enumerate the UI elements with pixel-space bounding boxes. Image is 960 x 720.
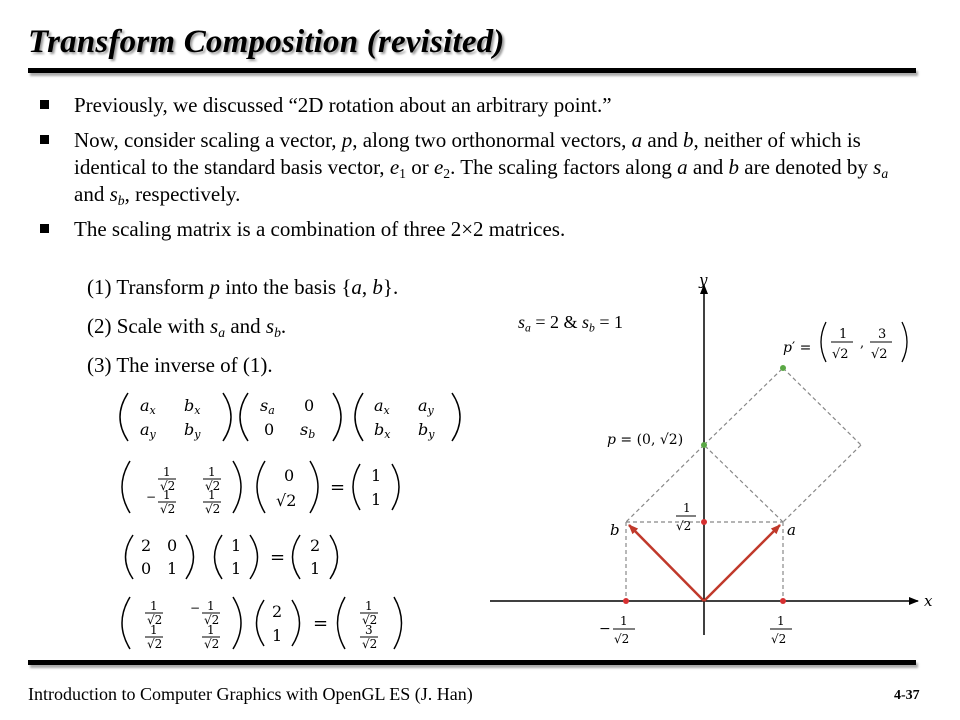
matrix-entry: 1 [167, 559, 178, 578]
frac-num: 1 [839, 327, 848, 342]
matrix-row-3 [126, 535, 338, 579]
vec-entry: √2 [276, 491, 297, 510]
frac-den: √2 [147, 637, 163, 651]
frac-num: 1 [207, 599, 215, 613]
frac-den: √2 [160, 502, 176, 516]
frac-num: 1 [150, 599, 158, 613]
matrix-general [120, 393, 460, 441]
frac-num: 1 [208, 488, 216, 502]
a-label: a [787, 521, 796, 539]
frac-den: √2 [362, 637, 378, 651]
frac-num: 1 [365, 599, 373, 613]
bullet-2-text: Now, consider scaling a vector, p, along two orthonormal vectors, a and b, neither of which is identical to the standard basis vector, $e_1$ or $e_2$. The scaling factors along a and b are denoted by $s_a$ and $s_b$, respectively. [74, 128, 889, 209]
matrix-row-2 [122, 461, 399, 516]
vec-entry: 2 [272, 602, 283, 621]
frac-den: √2 [160, 479, 176, 493]
equals-sign: = [330, 477, 346, 498]
matrix-entry: sa [260, 396, 275, 417]
matrix-entry: ay [140, 420, 156, 441]
x-axis-label: x [924, 592, 933, 610]
diagram-labels [599, 322, 907, 646]
frac-den: √2 [676, 519, 692, 533]
matrix-entry: by [418, 420, 435, 441]
point-marker [623, 598, 629, 604]
vec-entry: 0 [284, 466, 295, 485]
dashed-guides [626, 368, 861, 601]
p-label: p = (0, √2) [607, 432, 684, 448]
frac-num: 1 [163, 465, 171, 479]
slide-title: Transform Composition (revisited) [28, 24, 505, 60]
y-axis-label: y [699, 271, 708, 289]
vector-a-arrow [704, 525, 780, 601]
basis-diagram [490, 271, 933, 646]
matrix-equations [120, 393, 460, 651]
vec-entry: 1 [231, 536, 242, 555]
matrix-entry: 0 [141, 559, 152, 578]
b-label: b [610, 521, 620, 539]
point-p-marker [701, 442, 707, 448]
matrix-row-4 [122, 597, 402, 651]
p-prime-label: p′ = [783, 340, 812, 356]
frac-den: √2 [614, 632, 630, 646]
matrix-entry: ax [374, 396, 390, 417]
frac-num: 1 [163, 488, 171, 502]
step-3: (3) The inverse of (1). [87, 353, 273, 377]
vec-entry: 1 [371, 466, 382, 485]
step-2: (2) Scale with $s_a$ and $s_b$. [87, 314, 287, 341]
matrix-entry: 0 [167, 536, 178, 555]
matrix-entry: 2 [141, 536, 152, 555]
bottom-rule [28, 660, 916, 665]
matrix-entry: 0 [304, 396, 315, 415]
frac-num: 3 [365, 623, 373, 637]
frac-den: √2 [205, 479, 221, 493]
point-p-prime-marker [780, 365, 786, 371]
footer-text: Introduction to Computer Graphics with OpenGL ES (J. Han) [28, 684, 473, 704]
frac-num: 1 [777, 614, 785, 628]
frac-num: 1 [620, 614, 628, 628]
minus-sign: − [599, 621, 611, 637]
matrix-entry: by [184, 420, 201, 441]
frac-den: √2 [147, 613, 163, 627]
bullet-3-text: The scaling matrix is a combination of three 2×2 matrices. [74, 217, 566, 241]
matrix-entry: 0 [264, 420, 275, 439]
frac-num: 1 [208, 465, 216, 479]
point-marker [701, 519, 707, 525]
frac-num: 3 [878, 327, 887, 342]
frac-num: 1 [683, 501, 691, 515]
frac-den: √2 [871, 347, 888, 362]
equals-sign: = [270, 547, 286, 568]
equals-sign: = [313, 613, 329, 634]
bullet-1-text: Previously, we discussed “2D rotation about an arbitrary point.” [74, 93, 612, 117]
frac-den: √2 [771, 632, 787, 646]
frac-den: √2 [832, 347, 849, 362]
frac-den: √2 [204, 613, 220, 627]
vec-entry: 1 [231, 559, 242, 578]
matrix-entry: ay [418, 396, 434, 417]
matrix-entry: sb [300, 420, 316, 441]
frac-den: √2 [204, 637, 220, 651]
vec-entry: 2 [310, 536, 321, 555]
matrix-entry: ax [140, 396, 156, 417]
minus-sign: − [146, 490, 157, 504]
minus-sign: − [190, 601, 201, 615]
point-marker [780, 598, 786, 604]
vector-b-arrow [629, 525, 704, 601]
matrix-entry: bx [374, 420, 391, 441]
frac-den: √2 [205, 502, 221, 516]
comma: , [860, 336, 865, 351]
frac-den: √2 [362, 613, 378, 627]
page-number: 4-37 [894, 688, 920, 703]
matrix-entry: bx [184, 396, 201, 417]
vec-entry: 1 [371, 490, 382, 509]
vec-entry: 1 [310, 559, 321, 578]
scale-condition: $s_a = 2$ & $s_b = 1$ [518, 312, 624, 335]
frac-num: 1 [207, 623, 215, 637]
vec-entry: 1 [272, 626, 283, 645]
step-1: (1) Transform p into the basis {a, b}. [87, 275, 399, 299]
frac-num: 1 [150, 623, 158, 637]
